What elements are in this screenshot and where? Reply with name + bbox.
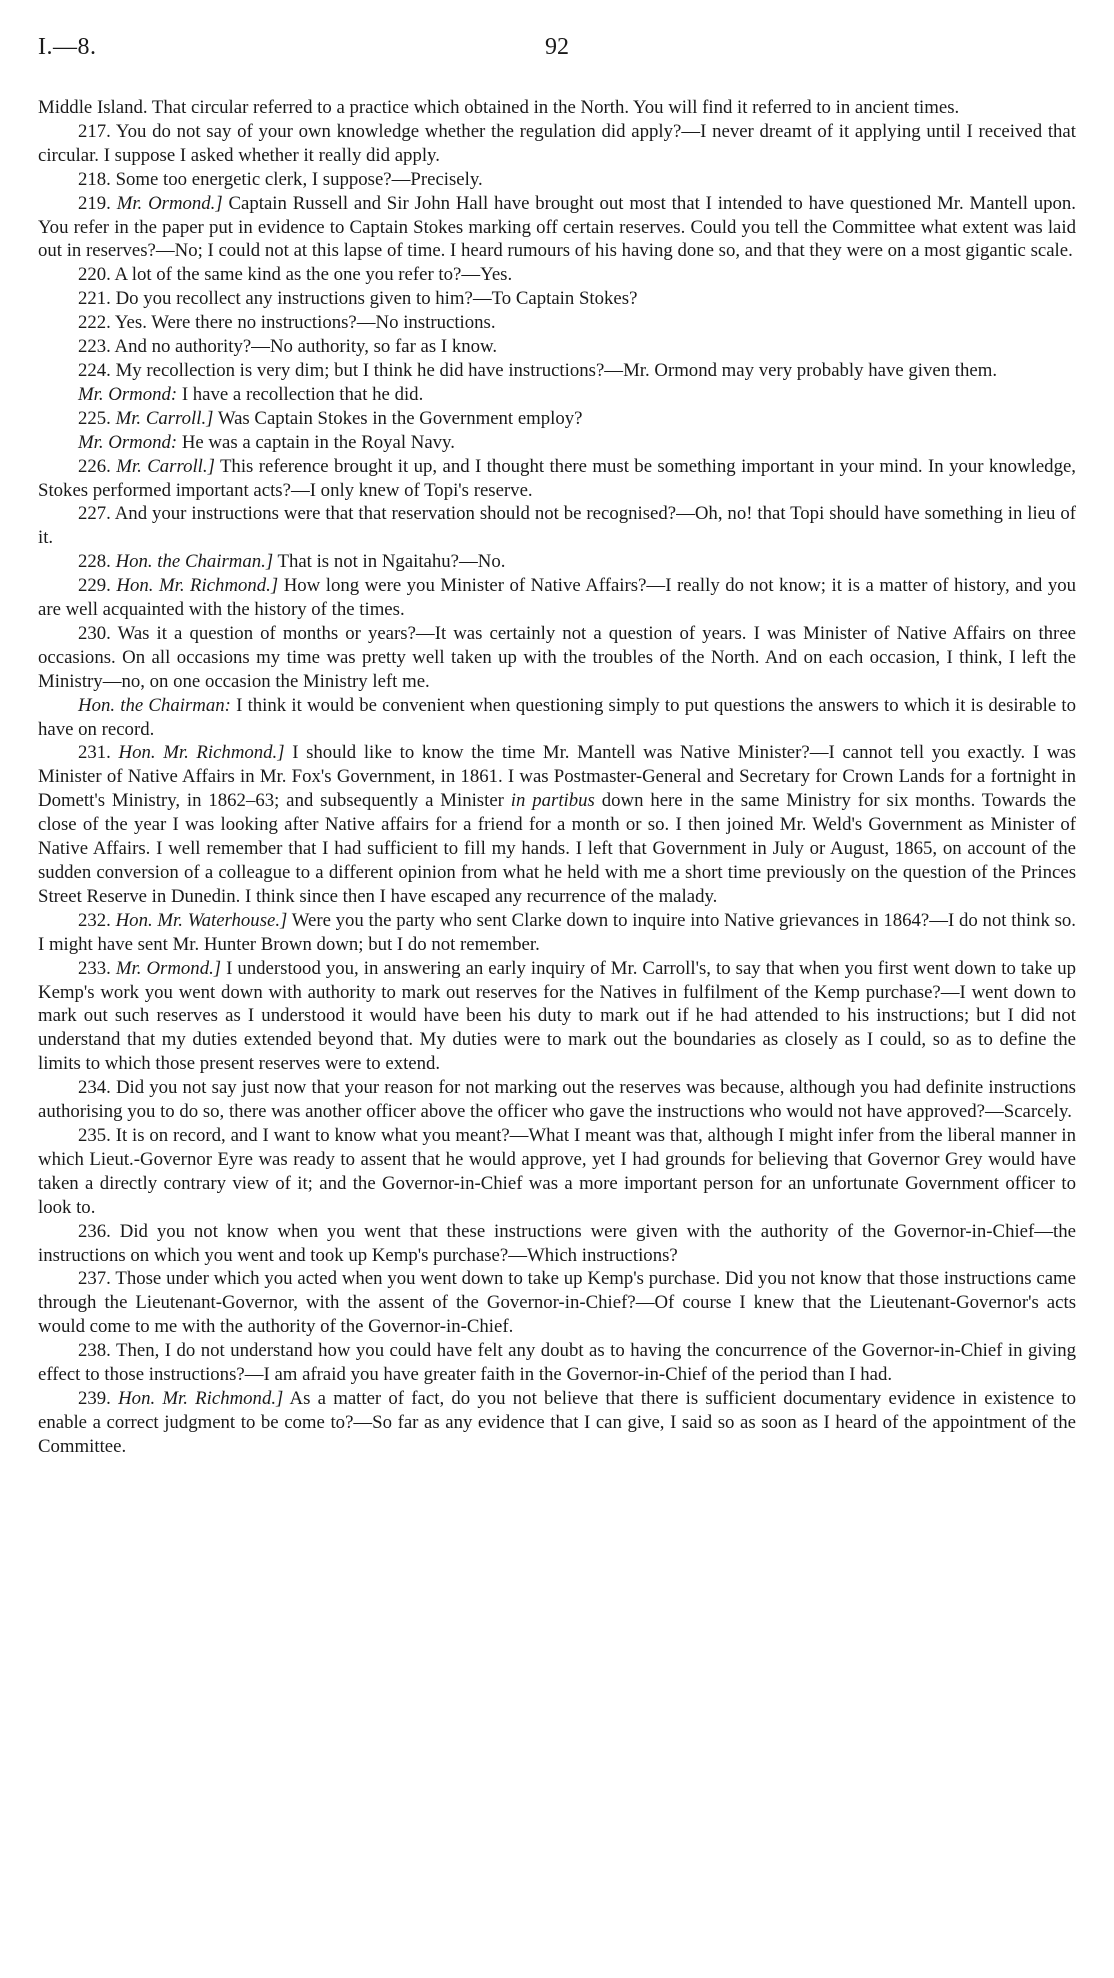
speaker-name: Hon. Mr. Waterhouse.] xyxy=(115,909,288,931)
paragraph-text: 237. Those under which you acted when you went down to take up Kemp's purchase. Did you not know that those instructions came through the Lieutenant-Governor, with the assent of the Governor-in-Chief?—Of course I knew that the Lieutenant-Governor's acts would come to me with the authority of the Governor-in-Chief. xyxy=(38,1268,1076,1338)
question-number: 228. xyxy=(78,551,116,573)
question-number: 219. xyxy=(78,192,117,214)
paragraph-p226 xyxy=(38,455,1076,503)
question-number: 229. xyxy=(78,575,117,597)
paragraph-p217 xyxy=(38,120,1076,168)
paragraph-p225 xyxy=(38,407,1076,431)
question-number: 225. xyxy=(78,407,116,429)
paragraph-p237 xyxy=(38,1267,1076,1339)
paragraph-p228 xyxy=(38,550,1076,574)
speaker-name: Mr. Ormond.] xyxy=(115,957,222,979)
paragraph-text: As a matter of fact, do you not believe that there is sufficient documentary evidence in existence to enable a correct judgment to be come to?—So far as any evidence that I can give, I said so as soon as I heard of the appointment of the Committee. xyxy=(38,1387,1077,1457)
italic-phrase: in partibus xyxy=(510,790,595,812)
speaker-name: Mr. Ormond.] xyxy=(116,192,223,214)
paragraph-text: 235. It is on record, and I want to know what you meant?—What I meant was that, although I might infer from the liberal manner in which Lieut.-Governor Eyre was ready to assent that he would approve, yet I had grounds for believing that Governor Grey would have taken a directly contrary view of it; and the Governor-in-Chief was a more important person for an unfortunate Government officer to look to. xyxy=(38,1124,1076,1218)
question-number: 239. xyxy=(78,1387,119,1409)
paragraph-text: Middle Island. That circular referred to a practice which obtained in the North. You will find it referred to in ancient times. xyxy=(38,97,960,118)
paragraph-text: I have a recollection that he did. xyxy=(177,383,424,405)
paragraph-text: This reference brought it up, and I thought there must be something important in your mind. In your knowledge, Stokes performed important acts?—I only knew of Topi's reserve. xyxy=(38,455,1076,501)
paragraph-text: I think it would be convenient when questioning simply to put questions the answers to which it is desirable to have on record. xyxy=(38,694,1076,740)
paragraph-text: How long were you Minister of Native Affairs?—I really do not know; it is a matter of history, and you are well acquainted with the history of the times. xyxy=(38,575,1077,621)
paragraph-p229 xyxy=(38,574,1076,622)
paragraph-text: 230. Was it a question of months or years?—It was certainly not a question of years. I was Minister of Native Affairs on three occasions. On all occasions my time was pretty well taken up with the troubles of the North. And on each occasion, I think, I left the Ministry—no, on one occasion the Ministry left me. xyxy=(38,622,1076,692)
paragraph-text: Captain Russell and Sir John Hall have brought out most that I intended to have questioned Mr. Mantell upon. You refer in the paper put in evidence to Captain Stokes marking off certain reserves. Could you tell the Committee what extent was laid out in reserves?—No; I could not at this lapse of time. I heard rumours of his having done so, and that they were on a most gigantic scale. xyxy=(38,192,1077,262)
paragraph-p235 xyxy=(38,1124,1076,1220)
paragraph-p224 xyxy=(38,359,1076,383)
paragraph-text: 224. My recollection is very dim; but I think he did have instructions?—Mr. Ormond may very probably have given them. xyxy=(78,359,998,381)
paragraph-text: I understood you, in answering an early inquiry of Mr. Carroll's, to say that when you first went down to take up Kemp's work you went down with authority to mark out reserves for the Natives in fulfilment of the Kemp purchase?—I went down to mark out such reserves as I understood it would have been his duty to mark out if he had attended to his instructions; but I did not understand that my duties extended beyond that. My duties were to mark out the boundaries as closely as I could, so as to define the limits to which those present reserves were to extend. xyxy=(38,957,1077,1075)
paragraph-p236 xyxy=(38,1220,1076,1268)
paragraph-p219 xyxy=(38,192,1076,264)
speaker-name: Hon. the Chairman.] xyxy=(115,551,274,573)
paragraph-text: 236. Did you not know when you went that these instructions were given with the authority of the Governor-in-Chief—the instructions on which you went and took up Kemp's purchase?—Which instructions? xyxy=(38,1220,1076,1266)
paragraph-text: I should like to know the time Mr. Mantell was Native Minister?—I cannot tell you exactly. I was Minister of Native Affairs in Mr. Fox's Government, in 1861. I was Postmaster-General and Secretary for Crown Lands for a fortnight in Domett's Ministry, in 1862–63; and subsequently a Minister xyxy=(38,742,1076,812)
paragraph-text-continued: down here in the same Ministry for six months. Towards the close of the year I was looking after Native affairs for a friend for a month or so. I then joined Mr. Weld's Government as Minister of Native Affairs. I well remember that I had sufficient to fill my hands. I left that Government in July or August, 1865, on account of the sudden conversion of a colleague to a different opinion from what he held with me a short time previously on the question of the Princes Street Reserve in Dunedin. I think since then I have escaped any recurrence of the malady. xyxy=(38,790,1077,907)
speaker-name: Mr. Ormond: xyxy=(78,431,178,453)
paragraph-text: 217. You do not say of your own knowledge whether the regulation did apply?—I never dreamt of it applying until I received that circular. I suppose I asked whether it really did apply. xyxy=(38,120,1076,166)
page-number: 92 xyxy=(545,34,569,60)
paragraph-text: 222. Yes. Were there no instructions?—No instructions. xyxy=(78,312,496,334)
paragraph-s2 xyxy=(38,431,1076,455)
paragraph-p227 xyxy=(38,502,1076,550)
question-number: 233. xyxy=(78,957,116,979)
paragraph-s3 xyxy=(38,694,1076,742)
paragraph-p233 xyxy=(38,957,1076,1077)
paragraph-p220 xyxy=(38,263,1076,287)
paragraph-text: 220. A lot of the same kind as the one you refer to?—Yes. xyxy=(78,264,513,286)
paragraph-p218 xyxy=(38,168,1076,192)
paragraph-p221 xyxy=(38,287,1076,311)
speaker-name: Mr. Ormond: xyxy=(78,383,178,405)
paragraph-s1 xyxy=(38,383,1076,407)
paragraph-p231 xyxy=(38,741,1076,908)
speaker-name: Hon. Mr. Richmond.] xyxy=(116,575,279,597)
speaker-name: Hon. Mr. Richmond.] xyxy=(118,742,285,764)
document-body xyxy=(38,96,1076,1459)
speaker-name: Hon. the Chairman: xyxy=(78,694,231,716)
speaker-name: Hon. Mr. Richmond.] xyxy=(118,1387,284,1409)
paragraph-p222 xyxy=(38,311,1076,335)
paragraph-text: 227. And your instructions were that that reservation should not be recognised?—Oh, no! that Topi should have something in lieu of it. xyxy=(38,503,1076,549)
paragraph-text: 218. Some too energetic clerk, I suppose?—Precisely. xyxy=(78,168,483,190)
question-number: 231. xyxy=(78,742,119,764)
paragraph-p0 xyxy=(38,96,1076,120)
paragraph-text: 223. And no authority?—No authority, so far as I know. xyxy=(78,336,498,358)
paragraph-text: 238. Then, I do not understand how you could have felt any doubt as to having the concurrence of the Governor-in-Chief in giving effect to those instructions?—I am afraid you have greater faith in the Governor-in-Chief of the period than I had. xyxy=(38,1340,1076,1386)
question-number: 232. xyxy=(78,909,116,931)
paragraph-p239 xyxy=(38,1387,1076,1459)
page-header xyxy=(38,34,1076,64)
speaker-name: Mr. Carroll.] xyxy=(116,455,215,477)
paragraph-p230 xyxy=(38,622,1076,694)
paragraph-text: Were you the party who sent Clarke down to inquire into Native grievances in 1864?—I do not think so. I might have sent Mr. Hunter Brown down; but I do not remember. xyxy=(38,909,1076,955)
paragraph-p234 xyxy=(38,1076,1076,1124)
paragraph-text: Was Captain Stokes in the Government employ? xyxy=(213,407,583,429)
paragraph-p232 xyxy=(38,909,1076,957)
paragraph-text: He was a captain in the Royal Navy. xyxy=(177,431,455,453)
paragraph-text: 234. Did you not say just now that your reason for not marking out the reserves was because, although you had definite instructions authorising you to do so, there was another officer above the officer who gave the instructions who would not have approved?—Scarcely. xyxy=(38,1077,1076,1123)
document-reference: I.—8. xyxy=(38,34,97,60)
paragraph-text: That is not in Ngaitahu?—No. xyxy=(273,551,506,573)
paragraph-p238 xyxy=(38,1339,1076,1387)
question-number: 226. xyxy=(78,455,117,477)
paragraph-p223 xyxy=(38,335,1076,359)
paragraph-text: 221. Do you recollect any instructions given to him?—To Captain Stokes? xyxy=(78,288,638,310)
speaker-name: Mr. Carroll.] xyxy=(115,407,214,429)
